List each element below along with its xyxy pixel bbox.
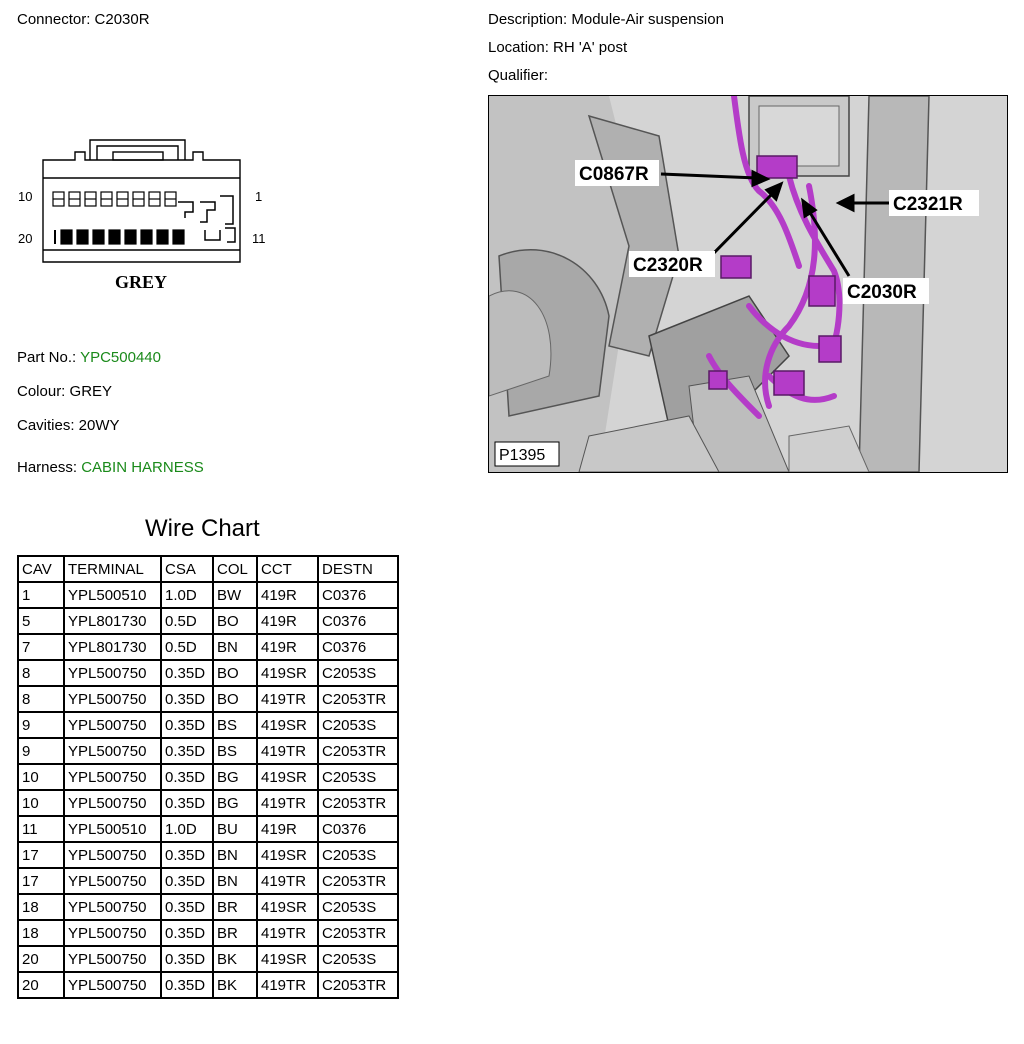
table-row: [18, 842, 398, 868]
cell-csa: 1.0D: [161, 816, 213, 842]
table-row: [18, 764, 398, 790]
cell-destn: C0376: [318, 816, 398, 842]
cell-terminal: YPL500750: [64, 712, 161, 738]
cell-col: BS: [213, 712, 257, 738]
cell-csa: 0.35D: [161, 738, 213, 764]
cell-col: BN: [213, 868, 257, 894]
cell-cct: 419TR: [257, 920, 318, 946]
table-header-row: [18, 556, 398, 582]
cell-cav: 9: [18, 738, 64, 764]
pin-label-1: 1: [255, 189, 263, 204]
table-row: [18, 608, 398, 634]
pin-label-20: 20: [18, 231, 33, 246]
table-row: [18, 946, 398, 972]
cell-terminal: YPL500750: [64, 660, 161, 686]
table-row: [18, 894, 398, 920]
cell-cct: 419R: [257, 582, 318, 608]
wire-chart-title: Wire Chart: [145, 515, 260, 542]
cell-cav: 18: [18, 894, 64, 920]
cell-csa: 0.35D: [161, 868, 213, 894]
cavity: [173, 230, 184, 244]
cell-terminal: YPL500750: [64, 764, 161, 790]
callout-c2320r: C2320R: [633, 255, 703, 276]
cell-col: BR: [213, 920, 257, 946]
cell-destn: C2053TR: [318, 868, 398, 894]
cavity: [141, 230, 152, 244]
part-no-value: YPC500440: [80, 349, 161, 366]
cell-terminal: YPL500750: [64, 738, 161, 764]
cell-terminal: YPL500750: [64, 894, 161, 920]
cavity: [93, 230, 104, 244]
table-row: [18, 634, 398, 660]
cavity: [109, 230, 120, 244]
cavity: [77, 230, 88, 244]
cell-col: BK: [213, 946, 257, 972]
table-row: [18, 712, 398, 738]
table-row: [18, 972, 398, 998]
cell-terminal: YPL500750: [64, 972, 161, 998]
cell-terminal: YPL500510: [64, 582, 161, 608]
pin-label-11: 11: [252, 231, 266, 246]
harness-value: CABIN HARNESS: [81, 459, 204, 476]
cell-cct: 419R: [257, 608, 318, 634]
description-label: Description: Module-Air suspension: [488, 11, 724, 28]
table-row: [18, 582, 398, 608]
part-no-row: [17, 349, 161, 366]
figure-id: P1395: [499, 447, 546, 464]
cell-col: BO: [213, 686, 257, 712]
cell-cct: 419R: [257, 816, 318, 842]
cell-cav: 9: [18, 712, 64, 738]
cell-cct: 419SR: [257, 842, 318, 868]
cell-cct: 419TR: [257, 686, 318, 712]
cell-col: BU: [213, 816, 257, 842]
colour-label: Colour: GREY: [17, 383, 113, 400]
column-header-cct: CCT: [257, 556, 318, 582]
column-header-csa: CSA: [161, 556, 213, 582]
cell-cct: 419SR: [257, 946, 318, 972]
column-header-cav: CAV: [18, 556, 64, 582]
cell-destn: C2053S: [318, 712, 398, 738]
table-row: [18, 816, 398, 842]
location-label: Location: RH 'A' post: [488, 39, 628, 56]
location-photo: [488, 95, 1008, 473]
table-row: [18, 738, 398, 764]
cell-cct: 419SR: [257, 712, 318, 738]
cell-cav: 5: [18, 608, 64, 634]
harness-label: Harness:: [17, 459, 78, 476]
cell-col: BG: [213, 790, 257, 816]
cavity: [61, 230, 72, 244]
cell-terminal: YPL500750: [64, 868, 161, 894]
cavity: [157, 230, 168, 244]
cavity-row-bottom: [55, 230, 184, 244]
cell-cct: 419TR: [257, 868, 318, 894]
cell-destn: C2053S: [318, 894, 398, 920]
cell-destn: C2053TR: [318, 738, 398, 764]
location-photo-illustration: [489, 96, 1007, 472]
table-row: [18, 686, 398, 712]
cell-csa: 0.35D: [161, 712, 213, 738]
table-row: [18, 790, 398, 816]
cell-cav: 7: [18, 634, 64, 660]
cell-destn: C2053TR: [318, 686, 398, 712]
cell-cav: 11: [18, 816, 64, 842]
column-header-col: COL: [213, 556, 257, 582]
cell-cav: 8: [18, 686, 64, 712]
cell-destn: C2053S: [318, 764, 398, 790]
cell-csa: 0.35D: [161, 790, 213, 816]
cell-cct: 419SR: [257, 764, 318, 790]
qualifier-label: Qualifier:: [488, 67, 549, 84]
connector-face-drawing: [15, 130, 277, 300]
cavities-label: Cavities: 20WY: [17, 417, 120, 434]
table-row: [18, 920, 398, 946]
cell-destn: C0376: [318, 608, 398, 634]
cell-destn: C2053S: [318, 842, 398, 868]
cell-destn: C0376: [318, 582, 398, 608]
cell-cav: 20: [18, 972, 64, 998]
cell-col: BG: [213, 764, 257, 790]
cell-cct: 419SR: [257, 894, 318, 920]
cell-cav: 10: [18, 764, 64, 790]
cell-cct: 419TR: [257, 790, 318, 816]
cell-csa: 0.35D: [161, 842, 213, 868]
cell-cct: 419TR: [257, 738, 318, 764]
cell-csa: 0.35D: [161, 660, 213, 686]
pin-label-10: 10: [18, 189, 33, 204]
cell-cav: 18: [18, 920, 64, 946]
cavity-row-top: [53, 192, 176, 206]
cell-cct: 419SR: [257, 660, 318, 686]
wire-chart-table: [17, 555, 399, 999]
cell-cav: 17: [18, 868, 64, 894]
cell-csa: 0.5D: [161, 634, 213, 660]
cell-cav: 17: [18, 842, 64, 868]
cell-cav: 8: [18, 660, 64, 686]
connector-label: Connector: C2030R: [17, 11, 150, 28]
callout-c0867r: C0867R: [579, 164, 649, 185]
callout-c2030r: C2030R: [847, 282, 917, 303]
cell-col: BO: [213, 608, 257, 634]
cell-cav: 20: [18, 946, 64, 972]
column-header-terminal: TERMINAL: [64, 556, 161, 582]
cell-terminal: YPL500750: [64, 790, 161, 816]
cell-cct: 419TR: [257, 972, 318, 998]
connector-face-diagram: [15, 130, 277, 300]
cavity: [125, 230, 136, 244]
cell-terminal: YPL500750: [64, 842, 161, 868]
cell-col: BR: [213, 894, 257, 920]
cell-csa: 0.5D: [161, 608, 213, 634]
cell-col: BS: [213, 738, 257, 764]
cell-destn: C2053TR: [318, 790, 398, 816]
cell-destn: C2053TR: [318, 920, 398, 946]
cell-col: BN: [213, 634, 257, 660]
cell-destn: C2053TR: [318, 972, 398, 998]
cell-destn: C2053S: [318, 660, 398, 686]
cell-col: BW: [213, 582, 257, 608]
part-no-label: Part No.:: [17, 349, 77, 366]
table-row: [18, 660, 398, 686]
cell-terminal: YPL500510: [64, 816, 161, 842]
cell-cct: 419R: [257, 634, 318, 660]
cell-destn: C2053S: [318, 946, 398, 972]
cell-destn: C0376: [318, 634, 398, 660]
cell-csa: 0.35D: [161, 946, 213, 972]
cell-col: BN: [213, 842, 257, 868]
cell-col: BK: [213, 972, 257, 998]
cell-csa: 0.35D: [161, 920, 213, 946]
cell-terminal: YPL500750: [64, 946, 161, 972]
harness-row: [17, 459, 204, 476]
column-header-destn: DESTN: [318, 556, 398, 582]
cell-csa: 0.35D: [161, 972, 213, 998]
cell-cav: 1: [18, 582, 64, 608]
cell-cav: 10: [18, 790, 64, 816]
cell-csa: 1.0D: [161, 582, 213, 608]
table-row: [18, 868, 398, 894]
cell-terminal: YPL801730: [64, 634, 161, 660]
cell-terminal: YPL801730: [64, 608, 161, 634]
cell-terminal: YPL500750: [64, 686, 161, 712]
callout-c2321r: C2321R: [893, 194, 963, 215]
cell-csa: 0.35D: [161, 764, 213, 790]
cell-terminal: YPL500750: [64, 920, 161, 946]
cell-csa: 0.35D: [161, 686, 213, 712]
colour-caption: GREY: [115, 272, 168, 292]
cell-csa: 0.35D: [161, 894, 213, 920]
cell-col: BO: [213, 660, 257, 686]
